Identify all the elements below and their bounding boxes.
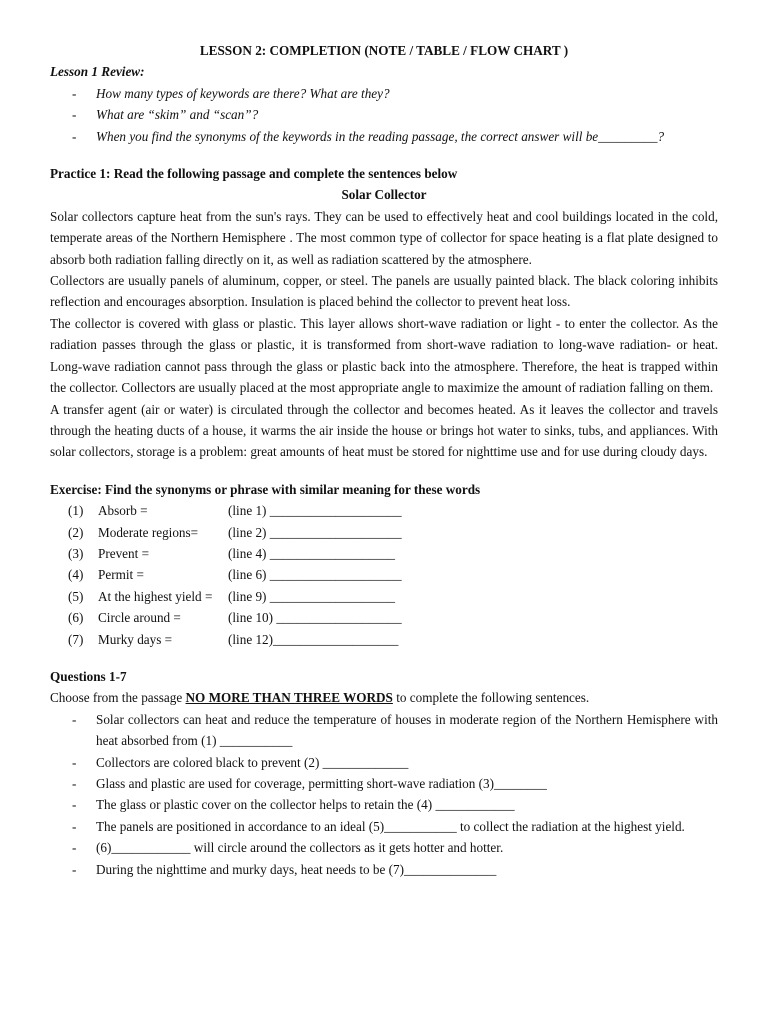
instruction-emphasis: NO MORE THAN THREE WORDS	[185, 690, 393, 706]
lesson-title: LESSON 2: COMPLETION (NOTE / TABLE / FLOW CHART )	[199, 43, 569, 58]
item-number: (3)	[68, 545, 84, 561]
item-line: (line 10) ___________________	[228, 610, 402, 626]
item-word: At the highest yield =	[98, 588, 213, 604]
passage-paragraph: Solar collectors capture heat from the sun's rays. They can be used to effectively heat and cool buildings located in the cold, temperate areas of the Northern Hemisphere . The most common type of collector for space heating is a flat plate designed to absorb both radiation falling directly on it, as well as radiation scattered by the atmosphere.	[50, 208, 718, 267]
question-item: - The glass or plastic cover on the collector helps to retain the (4) ____________	[50, 794, 718, 815]
question-item: - Glass and plastic are used for coverage, permitting short-wave radiation (3)________	[50, 773, 718, 794]
review-heading: Lesson 1 Review:	[50, 64, 145, 80]
item-line: (line 9) ___________________	[228, 588, 396, 604]
item-word: Moderate regions=	[98, 524, 199, 540]
synonym-table	[68, 500, 402, 650]
synonym-row	[68, 586, 402, 607]
passage-title: Solar Collector	[341, 187, 427, 203]
instruction-text: to complete the following sentences.	[392, 690, 590, 706]
synonym-row	[68, 543, 402, 564]
item-line: (line 6) ____________________	[228, 567, 402, 583]
exercise-heading: Exercise: Find the synonyms or phrase with similar meaning for these words	[50, 481, 481, 497]
item-word: Permit =	[98, 567, 144, 583]
passage-paragraph: Collectors are usually panels of aluminum, copper, or steel. The panels are usually painted black. The black coloring inhibits reflection and encourages absorption. Insulation is placed behind the collector to prevent heat loss.	[50, 273, 718, 310]
review-item: - What are “skim” and “scan”?	[50, 104, 718, 125]
question-item: - The panels are positioned in accordance to an ideal (5)___________ to collect the radiation at the highest yield.	[50, 816, 718, 837]
item-number: (6)	[68, 610, 84, 626]
item-number: (7)	[68, 631, 84, 647]
item-number: (5)	[68, 588, 84, 604]
instruction-text: Choose from the passage	[50, 690, 186, 706]
passage-paragraph: A transfer agent (air or water) is circulated through the collector and becomes heated. As it leaves the collector and travels through the heating ducts of a house, it warms the air inside the house or brings hot water to sinks, tubs, and appliances. With solar collectors, storage is a problem: great amounts of heat must be stored for nighttime use and for use during cloudy days.	[50, 401, 718, 460]
item-word: Absorb =	[98, 503, 148, 519]
item-number: (4)	[68, 567, 84, 583]
review-item: - When you find the synonyms of the keywords in the reading passage, the correct answer will be_________?	[50, 126, 718, 147]
synonym-row	[68, 522, 402, 543]
item-word: Circle around =	[98, 610, 181, 626]
item-line: (line 2) ____________________	[228, 524, 402, 540]
item-word: Murky days =	[98, 631, 173, 647]
practice-heading: Practice 1: Read the following passage and complete the sentences below	[50, 166, 458, 182]
question-item: - Collectors are colored black to prevent (2) _____________	[50, 752, 718, 773]
synonym-row	[68, 607, 402, 628]
question-item: - (6)____________ will circle around the collectors as it gets hotter and hotter.	[50, 837, 718, 858]
item-line: (line 12)___________________	[228, 631, 399, 647]
item-line: (line 1) ____________________	[228, 503, 402, 519]
questions-heading: Questions 1-7	[50, 668, 127, 684]
passage-paragraph: The collector is covered with glass or plastic. This layer allows short-wave radiation or light - to enter the collector. As the radiation passes through the glass or plastic, it is transformed from short-wave radiation to long-wave radiation- or heat. Long-wave radiation cannot pass through the glass or plastic back into the atmosphere. Therefore, the heat is trapped within the collector. Collectors are usually placed at the most appropriate angle to maximize the amount of radiation falling on them.	[50, 315, 718, 396]
synonym-row	[68, 629, 402, 650]
item-number: (1)	[68, 503, 84, 519]
questions-instruction	[50, 687, 718, 708]
item-line: (line 4) ___________________	[228, 545, 396, 561]
synonym-row	[68, 564, 402, 585]
synonym-row	[68, 500, 402, 521]
question-item: - During the nighttime and murky days, heat needs to be (7)______________	[50, 859, 718, 880]
item-word: Prevent =	[98, 545, 150, 561]
item-number: (2)	[68, 524, 84, 540]
review-list	[50, 83, 718, 147]
questions-list	[50, 709, 718, 880]
question-item: - Solar collectors can heat and reduce the temperature of houses in moderate region of the Northern Hemisphere with heat absorbed from (1) ___________	[50, 709, 718, 752]
review-item: - How many types of keywords are there? What are they?	[50, 83, 718, 104]
